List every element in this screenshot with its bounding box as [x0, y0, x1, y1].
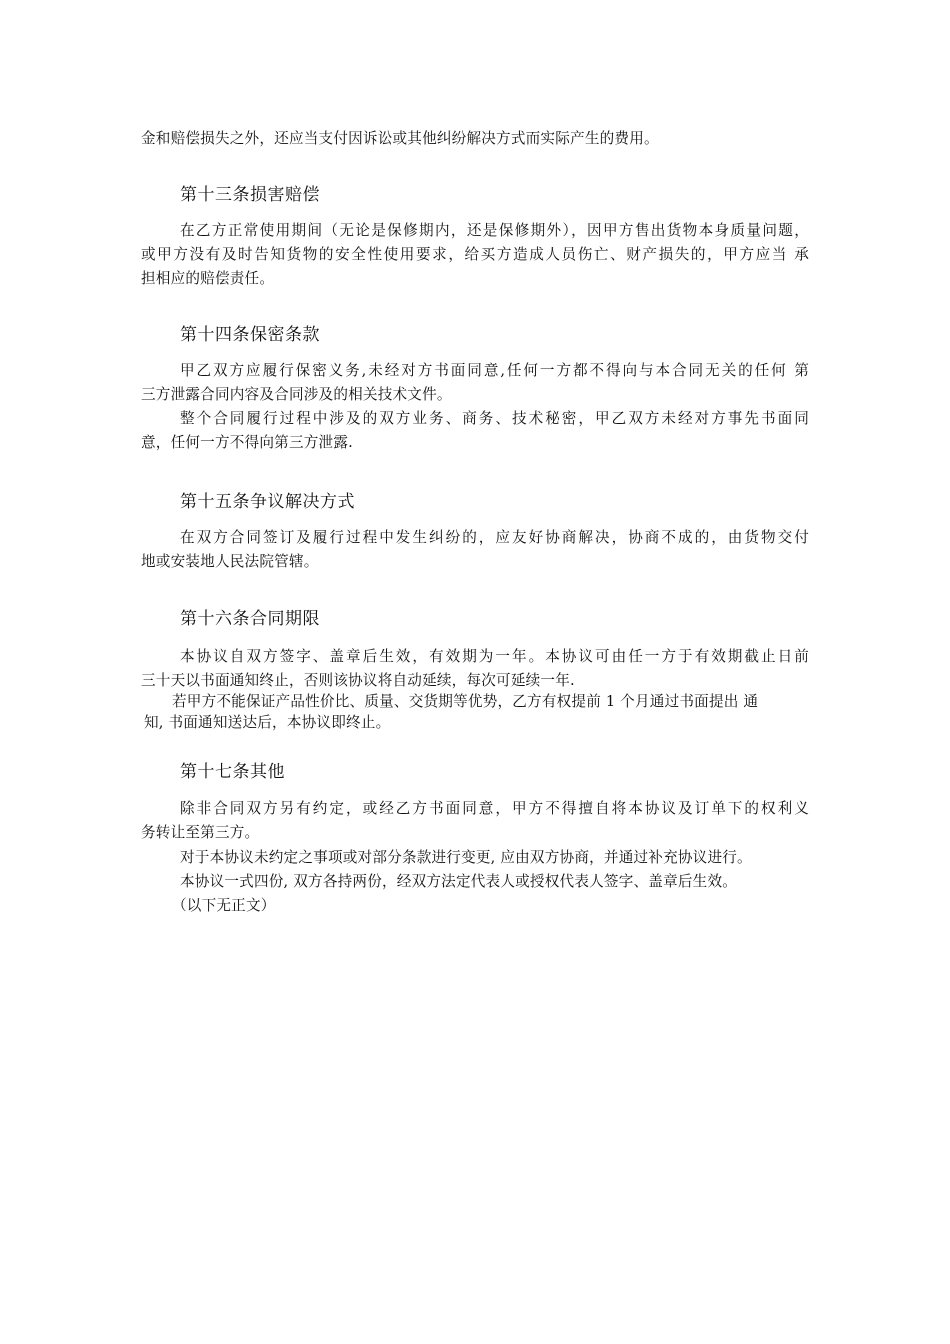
article-17-heading: 第十七条其他 [180, 762, 285, 782]
paragraph-line: 对于本协议未约定之事项或对部分条款进行变更, 应由双方协商，并通过补充协议进行。 [180, 849, 752, 866]
paragraph-line: 或甲方没有及时告知货物的安全性使用要求，给买方造成人员伤亡、财产损失的，甲方应当 承 [141, 246, 809, 263]
paragraph-line: 意，任何一方不得向第三方泄露. [141, 434, 353, 451]
paragraph-line: 若甲方不能保证产品性价比、质量、交货期等优势，乙方有权提前 1 个月通过书面提出 通 [172, 693, 759, 710]
article-14-heading: 第十四条保密条款 [180, 325, 320, 345]
paragraph-line: 本协议自双方签字、盖章后生效，有效期为一年。本协议可由任一方于有效期截止日前 [180, 648, 809, 665]
end-of-text-note: （以下无正文） [172, 897, 276, 914]
paragraph-line: 三方泄露合同内容及合同涉及的相关技术文件。 [141, 386, 452, 403]
paragraph-line: 三十天以书面通知终止，否则该协议将自动延续，每次可延续一年. [141, 672, 575, 689]
paragraph-line: 在双方合同签订及履行过程中发生纠纷的，应友好协商解决，协商不成的，由货物交付 [180, 529, 809, 546]
paragraph-line: 本协议一式四份, 双方各持两份，经双方法定代表人或授权代表人签字、盖章后生效。 [180, 873, 738, 890]
paragraph-line: 在乙方正常使用期间（无论是保修期内，还是保修期外），因甲方售出货物本身质量问题， [180, 222, 809, 239]
paragraph-line: 地或安装地人民法院管辖。 [141, 553, 319, 570]
paragraph-line: 甲乙双方应履行保密义务,未经对方书面同意,任何一方都不得向与本合同无关的任何 第 [180, 362, 809, 379]
article-15-heading: 第十五条争议解决方式 [180, 492, 355, 512]
paragraph-line: 务转让至第三方。 [141, 824, 260, 841]
paragraph-line: 除非合同双方另有约定，或经乙方书面同意，甲方不得擅自将本协议及订单下的权利义 [180, 800, 809, 817]
paragraph-line: 金和赔偿损失之外，还应当支付因诉讼或其他纠纷解决方式而实际产生的费用。 [141, 130, 659, 147]
article-13-heading: 第十三条损害赔偿 [180, 185, 320, 205]
paragraph-line: 担相应的赔偿责任。 [141, 270, 275, 287]
paragraph-line: 知, 书面通知送达后，本协议即终止。 [144, 714, 391, 731]
paragraph-line: 整个合同履行过程中涉及的双方业务、商务、技术秘密，甲乙双方未经对方事先书面同 [180, 410, 809, 427]
article-16-heading: 第十六条合同期限 [180, 609, 320, 629]
